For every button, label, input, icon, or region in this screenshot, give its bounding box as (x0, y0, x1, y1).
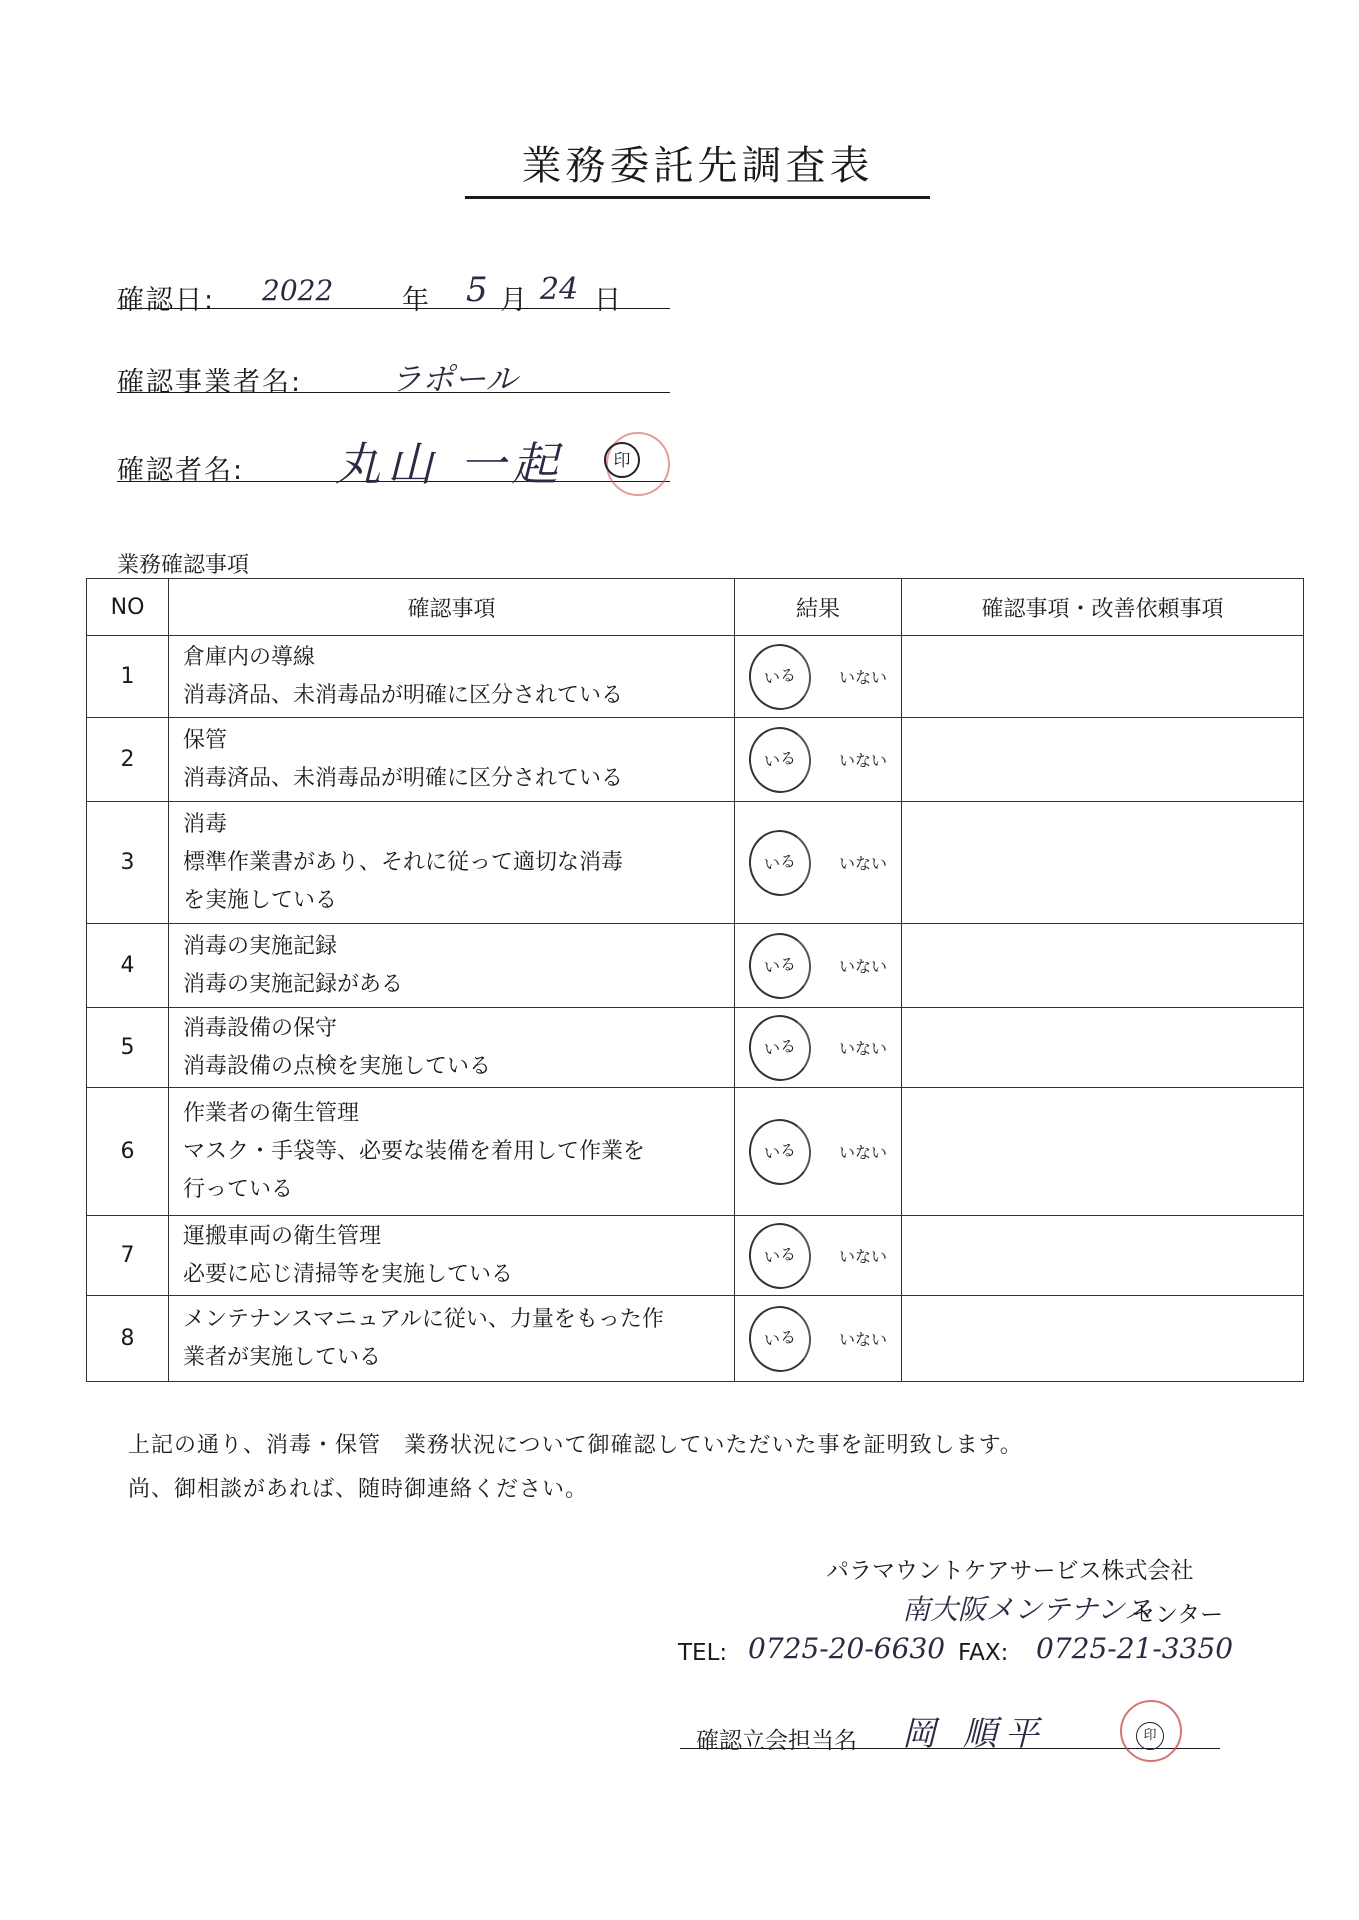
row-result (735, 1296, 902, 1382)
row-item-line3: を実施している (183, 887, 338, 913)
row-item (169, 924, 735, 1008)
branch-label: センター (1132, 1602, 1224, 1628)
result-no: いない (838, 1247, 887, 1266)
date-month-label: 月 (500, 285, 529, 316)
table-row (87, 802, 1304, 924)
row-number: 2 (87, 718, 169, 802)
row-item (169, 718, 735, 802)
header-no: NO (87, 579, 169, 636)
row-result (735, 802, 902, 924)
tel-handwritten: 0725-20-6630 (748, 1632, 946, 1665)
table-row (87, 1008, 1304, 1088)
date-month-handwritten: 5 (466, 270, 488, 310)
person-seal-mark: 印 (1136, 1722, 1164, 1750)
result-yes-circled: いる (745, 640, 816, 714)
company-name: パラマウントケアサービス株式会社 (826, 1558, 1194, 1584)
contact-note: 尚、御相談があれば、随時御連絡ください。 (128, 1477, 589, 1502)
row-remarks (902, 1296, 1304, 1382)
table-header-row (87, 579, 1304, 636)
row-remarks (902, 636, 1304, 718)
row-item (169, 1008, 735, 1088)
date-year-handwritten: 2022 (262, 274, 334, 307)
check-table (86, 578, 1304, 1382)
row-item-line2: 必要に応じ清掃等を実施している (183, 1261, 514, 1287)
row-number: 7 (87, 1216, 169, 1296)
header-result: 結果 (735, 579, 902, 636)
row-item-line2: 消毒済品、未消毒品が明確に区分されている (183, 682, 624, 708)
company-label: 確認事業者名: (117, 367, 303, 398)
row-result (735, 1008, 902, 1088)
table-row (87, 1216, 1304, 1296)
fax-handwritten: 0725-21-3350 (1036, 1632, 1234, 1665)
result-yes-circled: いる (745, 929, 816, 1003)
row-item-line1: 消毒の実施記録 (183, 933, 338, 959)
row-number: 3 (87, 802, 169, 924)
result-yes-circled: いる (745, 1302, 816, 1376)
table-row (87, 1088, 1304, 1216)
result-no: いない (838, 1143, 887, 1162)
table-row (87, 924, 1304, 1008)
person-label: 確認立会担当名 (696, 1728, 857, 1754)
row-remarks (902, 802, 1304, 924)
row-item-line1: メンテナンスマニュアルに従い、力量をもった作 (183, 1306, 664, 1332)
row-item (169, 1296, 735, 1382)
row-number: 6 (87, 1088, 169, 1216)
header-item: 確認事項 (169, 579, 735, 636)
result-no: いない (838, 668, 887, 687)
table-row (87, 636, 1304, 718)
row-number: 1 (87, 636, 169, 718)
result-yes-circled: いる (745, 1011, 816, 1085)
result-no: いない (838, 854, 887, 873)
row-item-line2: 消毒設備の点検を実施している (183, 1053, 492, 1079)
row-item-line3: 行っている (183, 1176, 294, 1202)
row-item-line1: 倉庫内の導線 (183, 644, 316, 670)
row-item-line2: 消毒の実施記録がある (183, 971, 404, 997)
section-title: 業務確認事項 (117, 553, 250, 578)
row-item (169, 636, 735, 718)
result-yes-circled: いる (745, 1219, 816, 1293)
row-item-line1: 消毒 (183, 811, 228, 837)
checker-label: 確認者名: (117, 455, 245, 486)
row-item-line1: 保管 (183, 727, 228, 753)
row-number: 8 (87, 1296, 169, 1382)
table-row (87, 718, 1304, 802)
row-number: 5 (87, 1008, 169, 1088)
row-result (735, 924, 902, 1008)
checker-handwritten: 丸山 一起 (335, 437, 564, 491)
document-title: 業務委託先調査表 (465, 140, 930, 199)
row-item (169, 1216, 735, 1296)
result-no: いない (838, 1330, 887, 1349)
row-item-line2: 業者が実施している (183, 1344, 382, 1370)
row-item-line1: 消毒設備の保守 (183, 1015, 338, 1041)
table-row (87, 1296, 1304, 1382)
date-label: 確認日: (117, 285, 216, 316)
row-item (169, 1088, 735, 1216)
certification-note: 上記の通り、消毒・保管 業務状況について御確認していただいた事を証明致します。 (128, 1433, 1023, 1458)
row-remarks (902, 924, 1304, 1008)
fax-label: FAX: (958, 1640, 1009, 1666)
result-yes-circled: いる (745, 723, 816, 797)
row-item-line2: マスク・手袋等、必要な装備を着用して作業を (183, 1138, 646, 1164)
row-remarks (902, 1008, 1304, 1088)
row-remarks (902, 1088, 1304, 1216)
row-item-line2: 標準作業書があり、それに従って適切な消毒 (183, 849, 624, 875)
header-remarks: 確認事項・改善依頼事項 (902, 579, 1304, 636)
date-year-label: 年 (402, 285, 431, 316)
result-yes-circled: いる (745, 826, 816, 900)
row-result (735, 1216, 902, 1296)
row-remarks (902, 1216, 1304, 1296)
row-item-line2: 消毒済品、未消毒品が明確に区分されている (183, 765, 624, 791)
result-no: いない (838, 1039, 887, 1058)
result-no: いない (838, 957, 887, 976)
row-item-line1: 作業者の衛生管理 (183, 1100, 360, 1126)
row-result (735, 1088, 902, 1216)
checker-seal-mark: 印 (604, 442, 640, 478)
person-handwritten: 岡 順平 (902, 1714, 1047, 1754)
row-result (735, 636, 902, 718)
tel-label: TEL: (678, 1640, 728, 1666)
row-item (169, 802, 735, 924)
row-remarks (902, 718, 1304, 802)
result-yes-circled: いる (745, 1115, 816, 1189)
company-handwritten: ラポール (390, 360, 518, 398)
row-number: 4 (87, 924, 169, 1008)
branch-handwritten: 南大阪メンテナンス (902, 1593, 1152, 1626)
date-day-handwritten: 24 (540, 272, 579, 307)
result-no: いない (838, 751, 887, 770)
date-day-label: 日 (594, 285, 623, 316)
row-result (735, 718, 902, 802)
row-item-line1: 運搬車両の衛生管理 (183, 1223, 382, 1249)
